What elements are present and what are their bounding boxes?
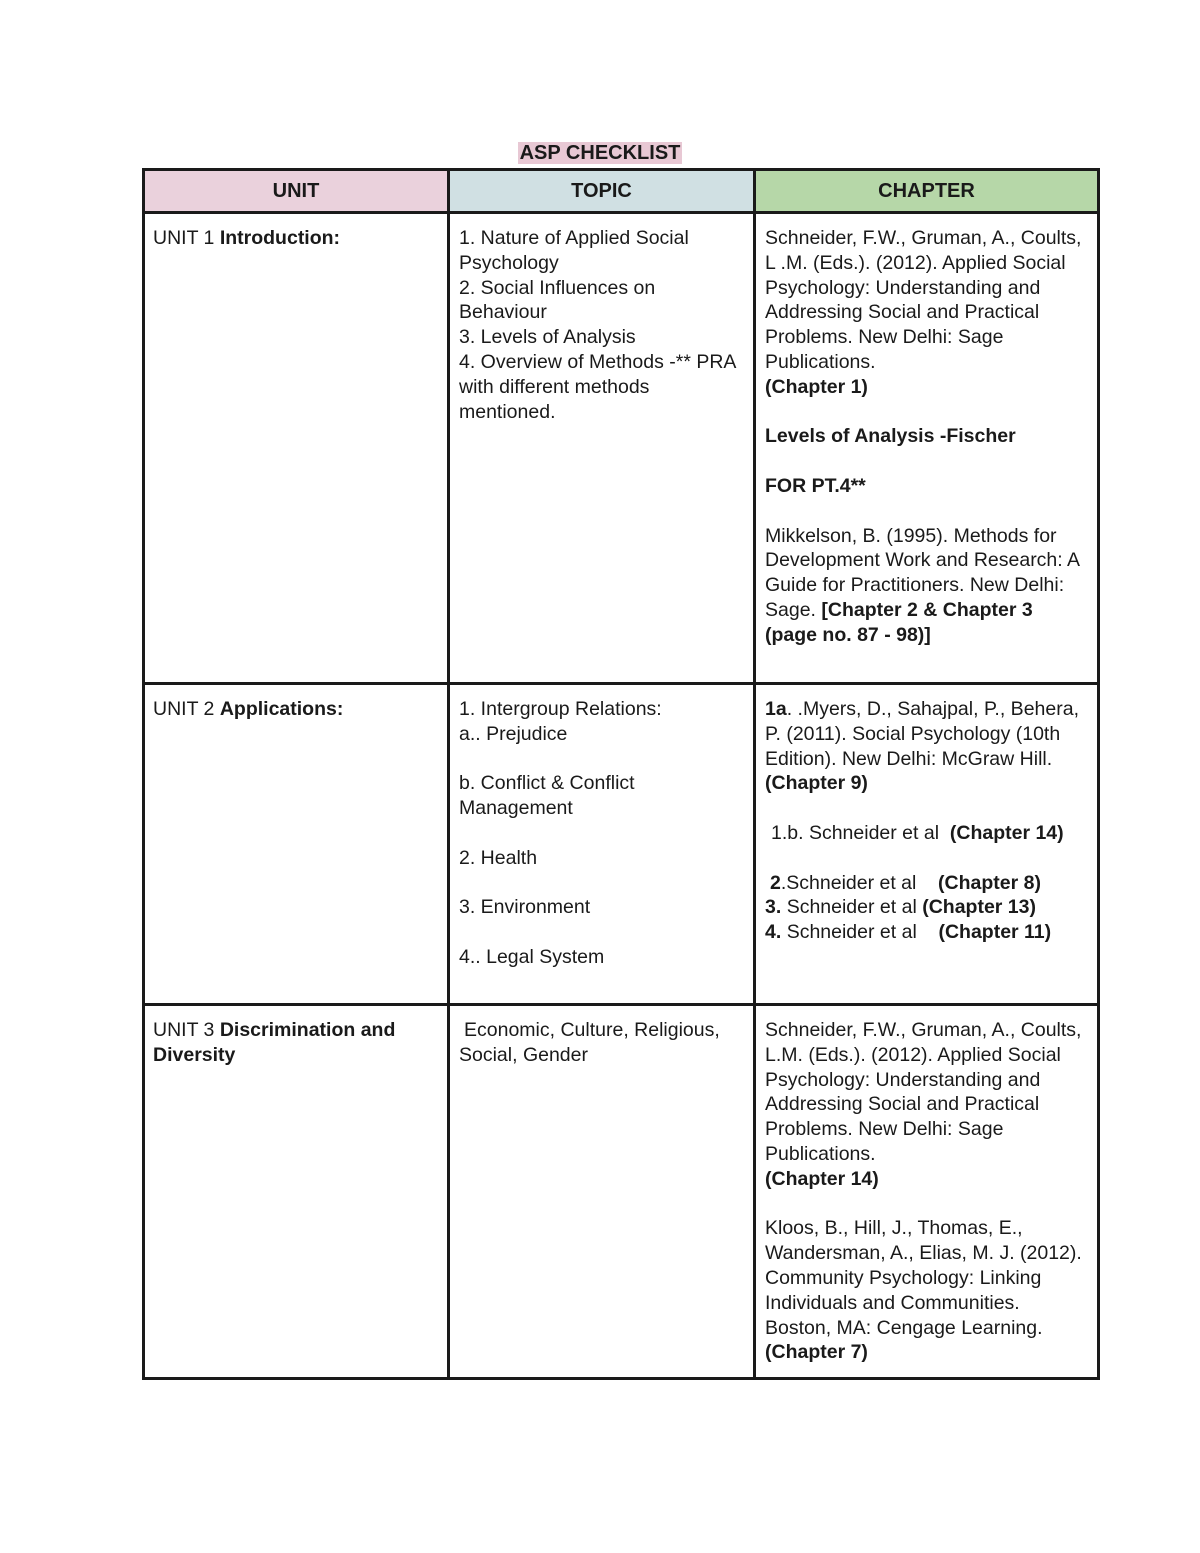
document-title [0, 141, 1200, 165]
reference-text: Kloos, B., Hill, J., Thomas, E., Wandersman, A., Elias, M. J. (2012). Community Psychology: Linking Individuals and Communities. Boston, MA: Cengage Learning. [765, 1217, 1082, 1339]
reference-label: 1a [765, 698, 787, 720]
topic-item: 4.. Legal System [459, 945, 605, 968]
reference-text: Schneider, F.W., Gruman, A., Coults, L .M. (Eds.). (2012). Applied Social Psychology: Understanding and Addressing Social and Practical Problems. New Delhi: Sage Publications. [765, 227, 1082, 373]
reference-chapter: (Chapter 14) [949, 821, 1064, 844]
reference-chapter: (Chapter 8) [938, 871, 1041, 894]
reference-chapter: (Chapter 1) [765, 375, 868, 398]
reference-text: Schneider et al [786, 896, 917, 919]
table-row [144, 684, 1099, 1005]
unit-name: Discrimination and Diversity [153, 1019, 396, 1066]
topic-item: 1. Intergroup Relations: [459, 698, 662, 720]
topic-header: TOPIC [449, 170, 755, 213]
reference-text: . .Myers, D., Sahajpal, P., Behera, P. (2011). Social Psychology (10th Edition). New Delhi: McGraw Hill. [765, 698, 1079, 770]
checklist-table [142, 168, 1100, 1380]
chapter-cell [755, 213, 1099, 684]
topic-cell [449, 684, 755, 1005]
chapter-cell [755, 1005, 1099, 1379]
reference-text: Schneider et al [786, 921, 917, 944]
levels-note: Levels of Analysis -Fischer [765, 425, 1016, 448]
chapter-header: CHAPTER [755, 170, 1099, 213]
unit-cell [144, 213, 449, 684]
reference-chapter: [Chapter 2 & Chapter 3 (page no. 87 - 98)] [765, 598, 1033, 646]
unit-name: Introduction: [219, 227, 341, 249]
reference-text: Mikkelson, B. (1995). Methods for Development Work and Research: A Guide for Practitioners. New Delhi: Sage. [765, 524, 1079, 621]
chapter-cell [755, 684, 1099, 1005]
reference-chapter: (Chapter 9) [765, 772, 868, 795]
reference-text: 1.b. Schneider et al [771, 821, 940, 844]
reference-chapter: (Chapter 13) [922, 896, 1036, 919]
for-pt-note: FOR PT.4** [765, 474, 866, 497]
topic-item: Economic, Culture, Religious, Social, Gender [459, 1019, 720, 1066]
topic-item: 2. Social Influences on Behaviour [459, 276, 656, 324]
table-row [144, 1005, 1099, 1379]
document-title-text: ASP CHECKLIST [519, 142, 681, 164]
unit-prefix: UNIT 2 [153, 698, 215, 720]
topic-item: 1. Nature of Applied Social Psychology [459, 227, 689, 274]
header-row [144, 170, 1099, 213]
table-row [144, 213, 1099, 684]
reference-chapter: (Chapter 11) [938, 921, 1052, 944]
topic-cell [449, 213, 755, 684]
reference-text: .Schneider et al [780, 871, 917, 894]
topic-item: b. Conflict & Conflict Management [459, 772, 635, 820]
unit-name: Applications: [219, 698, 344, 720]
reference-label: 4. [765, 921, 782, 944]
topic-item: a.. Prejudice [459, 722, 568, 745]
topic-item: 2. Health [459, 846, 538, 869]
reference-text: Schneider, F.W., Gruman, A., Coults, L.M. (Eds.). (2012). Applied Social Psychology: Understanding and Addressing Social and Practical Problems. New Delhi: Sage Publications. [765, 1019, 1082, 1165]
reference-chapter: (Chapter 14) [765, 1167, 879, 1190]
topic-item: 3. Environment [459, 896, 591, 919]
topic-cell [449, 1005, 755, 1379]
reference-chapter: (Chapter 7) [765, 1341, 868, 1364]
reference-label: 2 [770, 871, 781, 894]
unit-header: UNIT [144, 170, 449, 213]
reference-label: 3. [765, 896, 782, 919]
topic-item: 4. Overview of Methods -** PRA with different methods mentioned. [459, 350, 736, 423]
unit-prefix: UNIT 1 [153, 227, 215, 249]
unit-cell [144, 684, 449, 1005]
unit-cell [144, 1005, 449, 1379]
unit-prefix: UNIT 3 [153, 1019, 215, 1041]
topic-item: 3. Levels of Analysis [459, 326, 636, 349]
